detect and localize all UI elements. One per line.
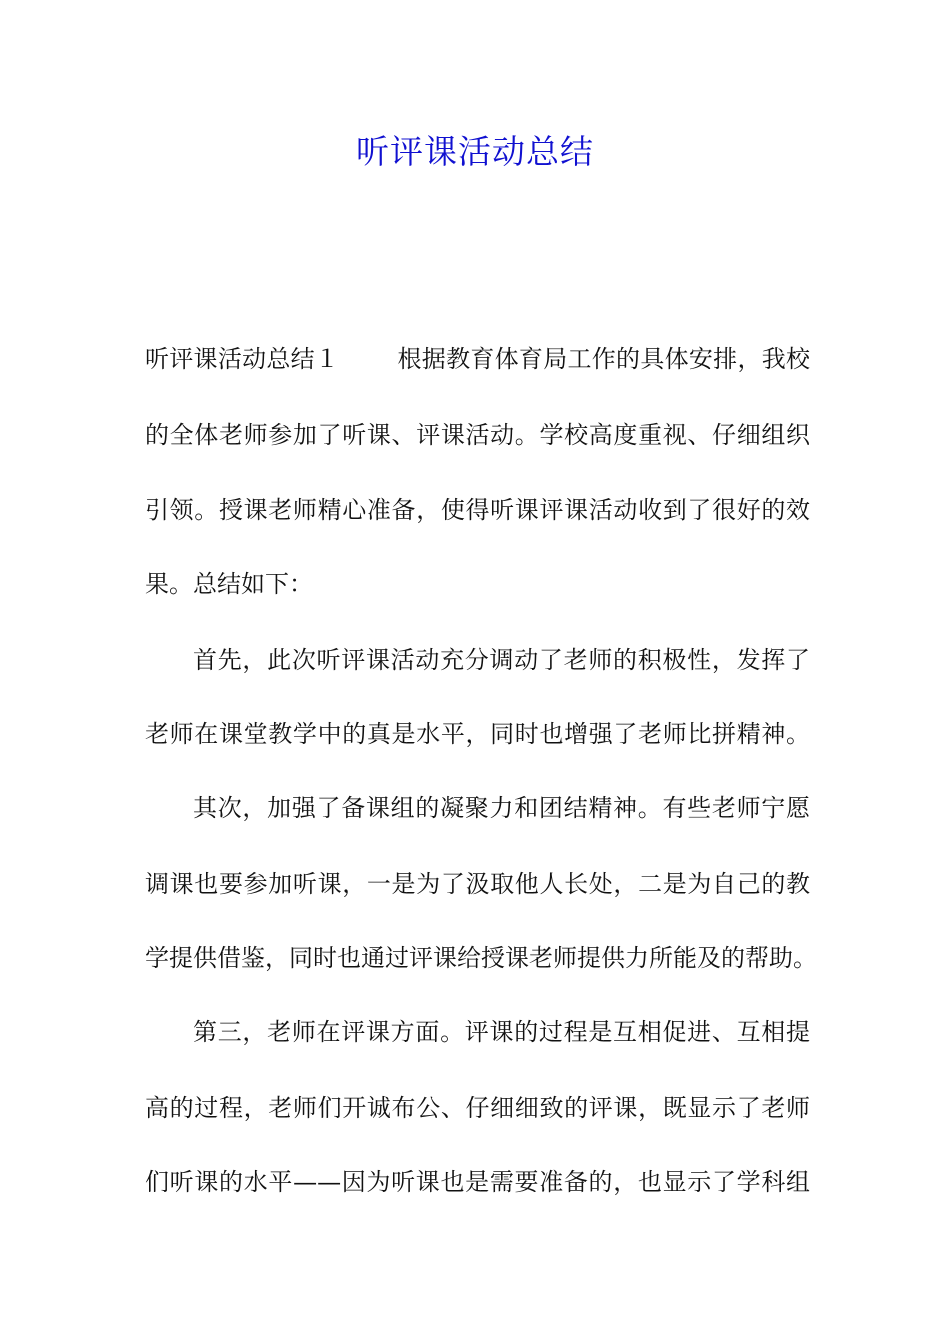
paragraph-line: 调课也要参加听课，一是为了汲取他人长处，二是为自己的教 [145,870,810,898]
paragraph-line: 首先，此次听评课活动充分调动了老师的积极性，发挥了 [193,646,810,674]
document-title: 听评课活动总结 [356,132,594,171]
paragraph-text: 根据教育体育局工作的具体安排，我校 [397,345,811,373]
paragraph-line: 老师在课堂教学中的真是水平，同时也增强了老师比拼精神。 [145,720,810,748]
paragraph-line: 引领。授课老师精心准备，使得听课评课活动收到了很好的效 [145,496,810,524]
paragraph-line: 们听课的水平——因为听课也是需要准备的，也显示了学科组 [145,1168,810,1196]
paragraph-line [145,341,810,377]
paragraph-line: 学提供借鉴，同时也通过评课给授课老师提供力所能及的帮助。 [145,944,817,972]
paragraph-line: 高的过程，老师们开诚布公、仔细细致的评课，既显示了老师 [145,1094,810,1122]
paragraph-line: 其次，加强了备课组的凝聚力和团结精神。有些老师宁愿 [193,794,810,822]
paragraph-line: 第三，老师在评课方面。评课的过程是互相促进、互相提 [193,1018,810,1046]
paragraph-line: 果。总结如下： [145,570,313,598]
section-heading: 听评课活动总结１ [145,345,340,373]
paragraph-line: 的全体老师参加了听课、评课活动。学校高度重视、仔细组织 [145,421,810,449]
